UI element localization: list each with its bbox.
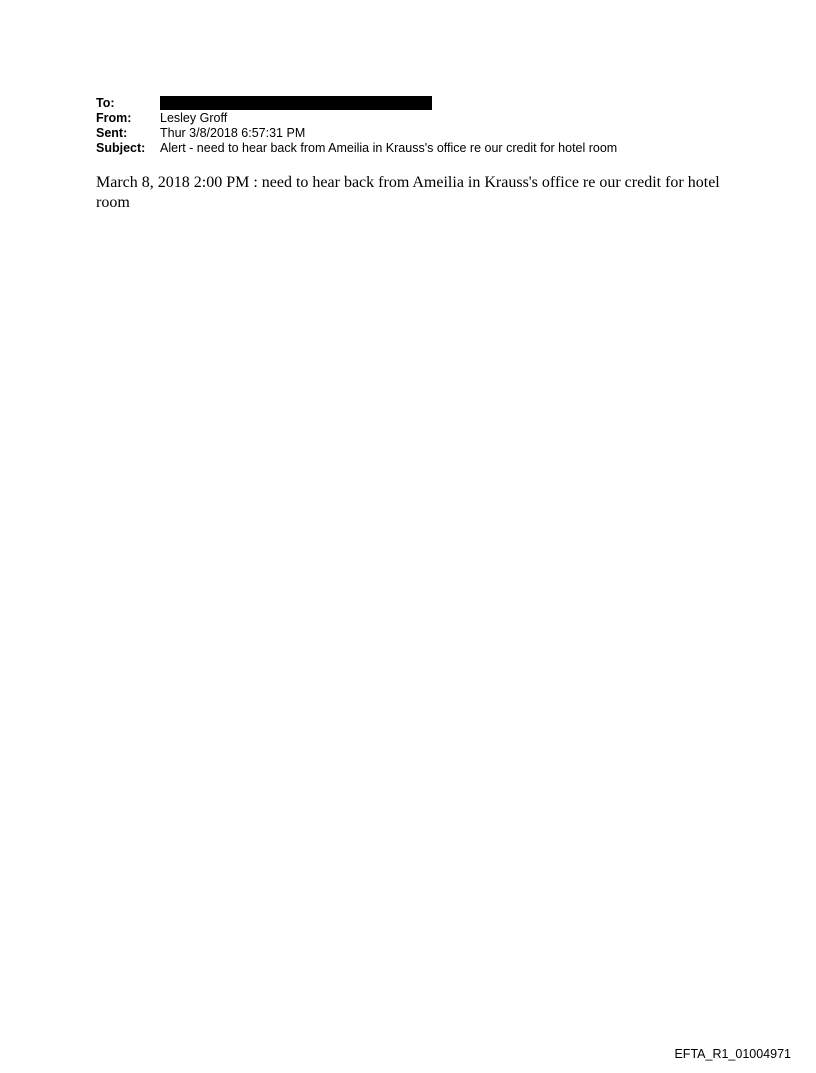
email-body: March 8, 2018 2:00 PM : need to hear back from Ameilia in Krauss's office re our credit for hotel room xyxy=(96,174,720,211)
from-label: From: xyxy=(96,111,132,125)
redaction-bar xyxy=(160,96,432,110)
to-value xyxy=(160,96,756,111)
sent-label: Sent: xyxy=(96,126,128,140)
from-row xyxy=(96,111,756,126)
document-id: EFTA_R1_01004971 xyxy=(674,1047,791,1061)
subject-label: Subject: xyxy=(96,141,146,155)
to-row xyxy=(96,96,756,111)
subject-value: Alert - need to hear back from Ameilia in Krauss's office re our credit for hotel room xyxy=(160,141,618,155)
email-header xyxy=(96,96,756,156)
from-value: Lesley Groff xyxy=(160,111,228,125)
subject-row xyxy=(96,141,756,156)
sent-row xyxy=(96,126,756,141)
sent-value: Thur 3/8/2018 6:57:31 PM xyxy=(160,126,306,140)
to-label: To: xyxy=(96,96,115,110)
